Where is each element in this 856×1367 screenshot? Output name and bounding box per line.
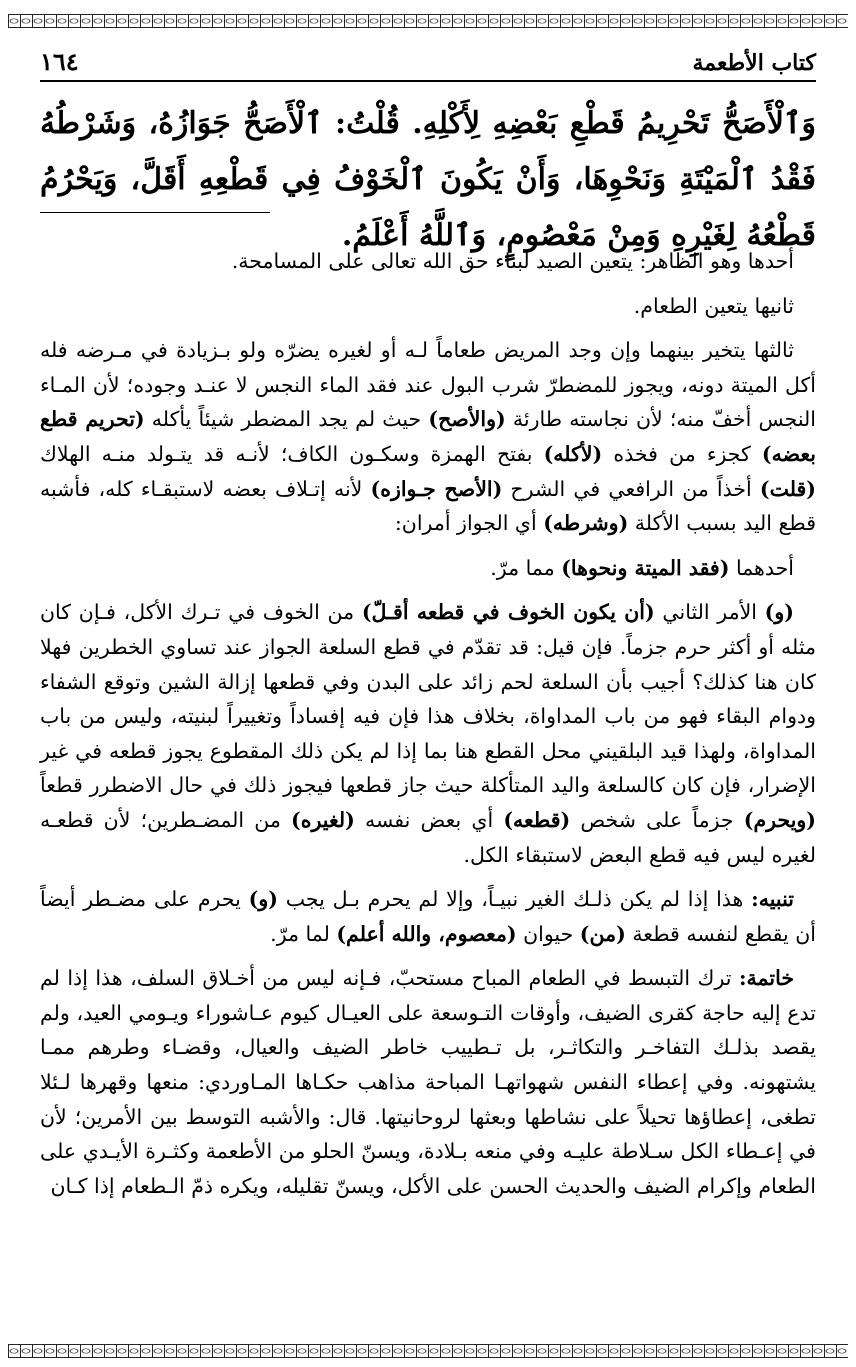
commentary-body: [40, 244, 816, 1213]
text-run: أي بعض نفسه: [354, 807, 504, 832]
commentary-paragraph-7: [40, 961, 816, 1203]
commentary-paragraph-6: [40, 882, 816, 951]
bold-term: (قلت): [759, 476, 817, 501]
bold-term: (من): [579, 921, 626, 946]
text-run: بفتح الهمزة وسكـون الكاف؛ لأنـه قد يتـولد منـه الهلاك: [40, 441, 544, 466]
book-title: كتاب الأطعمة: [692, 50, 816, 76]
bold-term: (لأكله): [543, 441, 603, 466]
conclusion-label: خاتمة:: [738, 966, 794, 991]
text-run: لأنه إتـلاف بعضه لاستبقـاء كله، فأشبه قطع اليد بسبب الأكلة: [40, 476, 816, 536]
commentary-paragraph-2: ثانيها يتعين الطعام.: [633, 293, 794, 318]
text-run: أخذاً من الرافعي في الشرح: [502, 476, 760, 501]
bold-term: (و): [764, 600, 794, 625]
bold-term: (أن يكون الخوف في قطعه أقـلّ): [361, 600, 655, 625]
bold-term: (فقد الميتة ونحوها): [561, 555, 730, 580]
text-run: لما مرّ.: [270, 921, 337, 946]
commentary-paragraph-3: [40, 333, 816, 541]
bold-term: (وشرطه): [543, 511, 629, 536]
note-label: تنبيه:: [751, 887, 794, 912]
text-run: ثالثها يتخير بينهما وإن وجد المريض طعاماً لـه أو لغيره يضرّه ولو بـزيادة في مـرضه فله أكل الميتة دونه، ويجوز للمضطرّ شرب البول عند فقد الماء النجس لا عنـد وجوده؛ لأن المـاء النجس أخفّ منه؛ لأن نجاسته طارئة: [40, 338, 816, 432]
text-run: مما مرّ.: [490, 555, 562, 580]
text-run: أي الجواز أمران:: [394, 511, 544, 536]
text-run: جزماً على شخص: [570, 807, 744, 832]
bold-term: (تحريم قطع بعضه): [40, 407, 816, 466]
text-run: أحدهما: [729, 555, 794, 580]
text-run: كجزء من فخذه: [602, 441, 762, 466]
bold-term: (قطعه): [503, 807, 571, 832]
text-run: من المضـطرين؛ لأن قطعـه لغيره ليس فيه قطع البعض لاستبقاء الكل.: [40, 807, 816, 867]
text-run: ترك التبسط في الطعام المباح مستحبّ، فـإنه ليس من أخـلاق السلف، هذا إذا لم تدع إليه حاجة كقرى الضيف، وأوقات التـوسعة على العيـال كيوم عـاشوراء ويـومي العيد، ولم يقصد بذلـك التفاخـر والتكاثـر، بل تـطييب خاطر الضيف والعيال، وقضـاء وطرهم ممـا يشتهونه. وفي إعطاء النفس شهواتهـا المباحة مذاهب حكـاها المـاوردي: منعها وقهرها لـئلا تطغى، إعطاؤها تحيلاً على نشاطها وبعثها لروحانيتها. قال: والأشبه التوسط بين الأمرين؛ لأن في إعـطاء الكل سـلاطة عليـه وفي منعه بـلادة، ويسنّ الحلو من الأطعمة وكثـرة الأيـدي على الطعام وإكرام الضيف والحديث الحسن على الأكل، ويسنّ تقليله، ويكره ذمّ الـطعام إذا كـان: [40, 966, 816, 1198]
page-header: [40, 40, 816, 82]
text-run: حيث لم يجد المضطر شيئاً يأكله: [144, 407, 429, 432]
bold-term: (والأصح): [428, 407, 506, 432]
bottom-ornamental-border: [8, 1344, 848, 1358]
bold-term: (و): [248, 887, 278, 912]
text-run: الأمر الثاني: [654, 600, 765, 625]
main-text-matn: وَٱلْأَصَحُّ تَحْرِيمُ قَطْعِ بَعْضِهِ لِأَكْلِهِ. قُلْتُ: ٱلْأَصَحُّ جَوَازُهُ، وَشَرْطُهُ فَقْدُ ٱلْمَيْتَةِ وَنَحْوِهَا، وَأَنْ يَكُونَ ٱلْخَوْفُ فِي قَطْعِهِ أَقَلَّ، وَيَحْرُمُ قَطْعُهُ لِغَيْرِهِ وَمِنْ مَعْصُومٍ، وَٱللَّهُ أَعْلَمُ.: [40, 106, 816, 253]
bold-term: (معصوم، والله أعلم): [336, 921, 517, 946]
commentary-paragraph-1: أحدها وهو الظاهر: يتعين الصيد لبناء حق الله تعالى على المسامحة.: [231, 249, 794, 273]
bold-term: (الأصح جـوازه): [370, 476, 503, 501]
commentary-paragraph-5: [40, 595, 816, 872]
text-run: من الخوف في تـرك الأكل، فـإن كان مثله أو أكثر حرم جزماً. فإن قيل: قد تقدّم في قطع السلعة الجواز عند تساوي الخطرين فهلا كان هنا كذلك؟ أجيب بأن السلعة لحم زائد على البدن وفي قطعها إزالة الشين وتوقع الشفاء ودوام البقاء فهو من باب المداواة، بخلاف هذا فإن فيه إفساداً وتغييراً لبنيته، وليس من باب المداواة، ولهذا قيد البلقيني محل القطع هنا بما إذا لم يكن ذلك المقطوع يجوز قطعه في غير الإضرار، فإن كان كالسلعة واليد المتأكلة حيث جاز قطعها فيجوز ذلك في حال الاضطرر قطعاً: [40, 600, 816, 798]
page-number: ١٦٤: [40, 47, 79, 76]
text-run: يحرم على مضـطر أيضاً أن يقطع لنفسه قطعة: [40, 887, 816, 946]
bold-term: (ويحرم): [743, 807, 817, 832]
text-run: حيوان: [516, 921, 580, 946]
text-run: هذا إذا لم يكن ذلـك الغير نبيـاً، وإلا لم يحرم بـل يجب: [277, 887, 752, 912]
bold-term: (لغيره): [291, 807, 355, 832]
commentary-paragraph-4: [40, 551, 816, 586]
top-ornamental-border: [8, 14, 848, 28]
footnote-separator: [40, 212, 270, 213]
